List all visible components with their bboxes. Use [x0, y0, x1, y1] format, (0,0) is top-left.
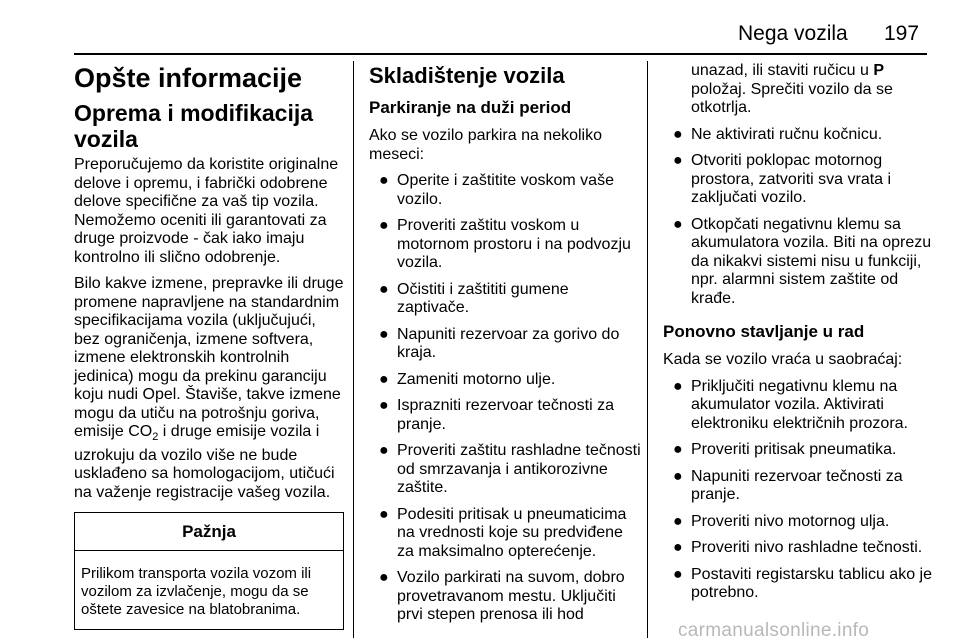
- bullet-icon: ●: [379, 172, 389, 189]
- list-item-text: Proveriti nivo motornog ulja.: [691, 512, 890, 530]
- list-item-text: Napuniti rezervoar tečnosti za pranje.: [691, 467, 903, 503]
- storage-checklist: [369, 172, 641, 625]
- continued-item: [663, 62, 933, 118]
- notice-body: Prilikom transporta vozila vozom ili vozilom za izvlačenje, mogu da se oštete zavesice na blatobranima.: [81, 565, 312, 619]
- list-item: [369, 569, 641, 625]
- list-item-text: Napuniti rezervoar za gorivo do kraja.: [397, 325, 620, 361]
- bullet-icon: ●: [673, 441, 683, 458]
- bullet-icon: ●: [379, 280, 389, 298]
- list-item-text: Očistiti i zaštititi gumene zaptivače.: [397, 280, 569, 316]
- list-item-text: Podesiti pritisak u pneumaticima na vrednosti koje su predviđene za maksimalno opterećenje.: [397, 505, 627, 560]
- page-number: 197: [884, 22, 920, 45]
- list-item: [369, 397, 641, 434]
- heading-long-parking: Parkiranje na duži period: [369, 98, 572, 117]
- bullet-icon: ●: [379, 569, 389, 586]
- list-item: [663, 513, 933, 532]
- bullet-icon: ●: [673, 125, 683, 143]
- list-item-text: Proveriti nivo rashladne tečnosti.: [691, 539, 923, 556]
- list-item-text: Proveriti zaštitu voskom u motornom prostoru i na podvozju vozila.: [397, 217, 631, 271]
- bullet-icon: ●: [379, 370, 389, 388]
- page-header: [0, 0, 960, 54]
- section-title: Nega vozila: [738, 22, 848, 45]
- list-item: [369, 326, 641, 363]
- bullet-icon: ●: [673, 377, 683, 395]
- column-divider-1: [353, 61, 354, 638]
- list-item-text: Otvoriti poklopac motornog prostora, zatvoriti sva vrata i zaključati vozilo.: [691, 152, 892, 206]
- heading-equipment: Oprema i modifikacija vozila: [74, 100, 314, 152]
- list-item-text: Ne aktivirati ručnu kočnicu.: [691, 125, 883, 143]
- list-item: [369, 281, 641, 318]
- list-item-text: Isprazniti rezervoar tečnosti za pranje.: [397, 397, 614, 433]
- paragraph-parts-recommendation: Preporučujemo da koristite originalne delove i opremu, i fabrički odobrene delove specifične za vaš tip vozila. Nemožemo oceniti ili garantovati za druge proizvode - čak iako imaju kontrolno ili slično odobrenje.: [74, 156, 339, 266]
- list-item-text: Operite i zaštitite voskom vaše vozilo.: [397, 172, 614, 208]
- list-item-text: Proveriti zaštitu rashladne tečnosti od smrzavanja i antikorozivne zaštite.: [397, 442, 641, 496]
- list-item: [663, 566, 933, 603]
- column-divider-2: [647, 61, 648, 638]
- list-item-text: Postaviti registarsku tablicu ako je potrebno.: [691, 565, 932, 601]
- list-item: [663, 126, 933, 145]
- storage-checklist-continued: [663, 126, 933, 309]
- list-item: [369, 442, 641, 498]
- heading-return-to-service: Ponovno stavljanje u rad: [663, 322, 865, 341]
- column-right: [663, 62, 933, 611]
- bullet-icon: ●: [379, 505, 389, 523]
- bullet-icon: ●: [379, 217, 389, 234]
- notice-box: [74, 512, 344, 630]
- paragraph-return-intro: Kada se vozilo vraća u saobraćaj:: [663, 351, 903, 368]
- bullet-icon: ●: [673, 512, 683, 530]
- watermark: carmanualsonline.info: [678, 620, 870, 641]
- list-item-text: Otkopčati negativnu klemu sa akumulatora vozila. Biti na oprezu da nikakvi sistemi nisu u funkciji, npr. alarmni sistem zaštite od krađe.: [691, 215, 932, 307]
- list-item: [369, 217, 641, 273]
- modifications-text-a: Bilo kakve izmene, prepravke ili druge promene napravljene na standardnim specifikacijama vozila (uključujući, bez ograničenja, izmene softvera, izmene elektronskih kontrolnih jedinica) mogu da prekinu garanciju koju nudi Opel. Štaviše, takve izmene mogu da utiču na potrošnju goriva, emisije CO: [74, 275, 344, 440]
- bullet-icon: ●: [379, 442, 389, 459]
- bullet-icon: ●: [379, 397, 389, 414]
- bullet-icon: ●: [673, 152, 683, 169]
- list-item: [663, 468, 933, 505]
- continued-text-b: položaj. Sprečiti vozilo da se otkotrlja.: [691, 80, 893, 116]
- list-item-text: Proveriti pritisak pneumatika.: [691, 441, 897, 458]
- heading-general-info: Opšte informacije: [74, 63, 303, 93]
- list-item: [663, 152, 933, 208]
- list-item: [369, 506, 641, 562]
- co2-subscript: 2: [152, 431, 159, 444]
- return-checklist: [663, 378, 933, 603]
- heading-storage: Skladištenje vozila: [369, 63, 565, 88]
- paragraph-storage-intro: Ako se vozilo parkira na nekoliko meseci:: [369, 127, 603, 163]
- gear-position-p: P: [873, 62, 884, 79]
- header-rule: [74, 53, 927, 55]
- paragraph-modifications: [74, 275, 344, 502]
- list-item-text: Priključiti negativnu klemu na akumulator vozila. Aktivirati elektroniku električnih prozora.: [691, 377, 908, 432]
- notice-title: Pažnja: [75, 513, 343, 551]
- continued-text-a: unazad, ili staviti ručicu u: [691, 62, 874, 79]
- bullet-icon: ●: [673, 539, 683, 556]
- column-middle: [369, 62, 641, 633]
- list-item: [663, 539, 933, 558]
- bullet-icon: ●: [673, 467, 683, 485]
- list-item: [369, 172, 641, 209]
- modifications-text-b: i druge emisije vozila i uzrokuju da vozilo više ne bude usklađeno sa homologacijom, utičući na važenje registracije vašeg vozila.: [74, 423, 335, 501]
- list-item: [663, 216, 933, 309]
- list-item: [663, 378, 933, 434]
- column-left: [74, 62, 344, 630]
- list-item-text: Vozilo parkirati na suvom, dobro provetravanom mestu. Uključiti prvi stepen prenosa ili hod: [397, 569, 625, 623]
- bullet-icon: ●: [379, 325, 389, 343]
- list-item-text: Zameniti motorno ulje.: [397, 370, 556, 388]
- list-item: [663, 441, 933, 460]
- bullet-icon: ●: [673, 215, 683, 233]
- list-item: [369, 371, 641, 390]
- bullet-icon: ●: [673, 565, 683, 583]
